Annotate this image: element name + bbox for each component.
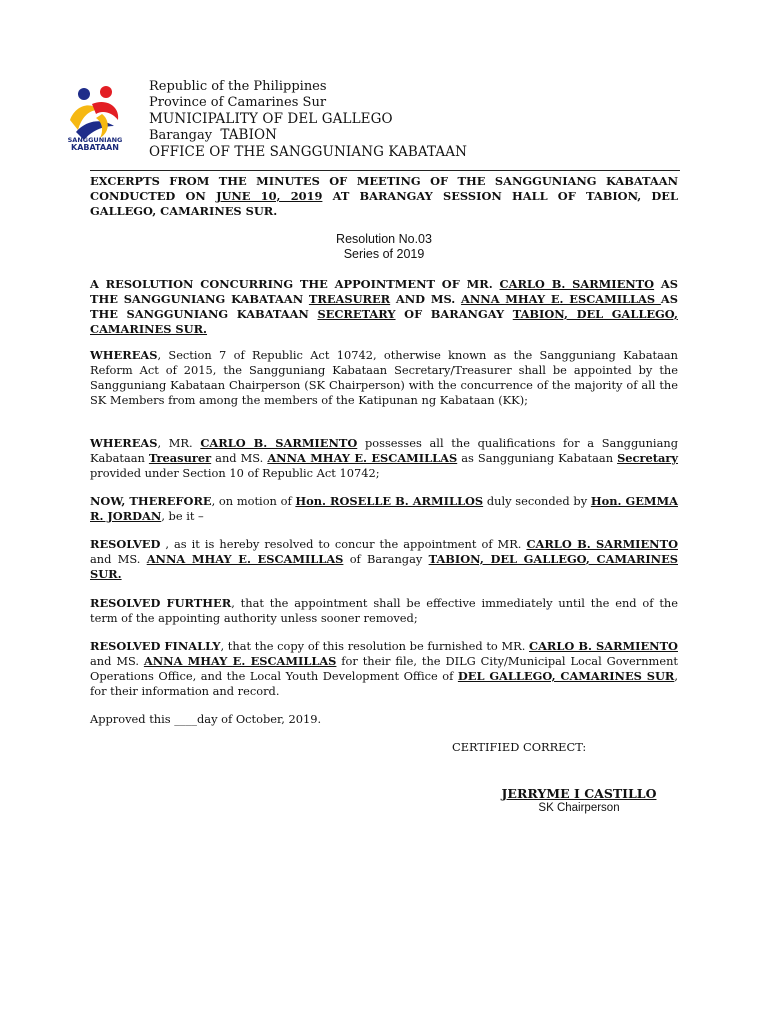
resolved-name1: CARLO B. SARMIENTO [526,537,678,551]
whereas-2-role2: Secretary [617,451,678,465]
title-role1: TREASURER [308,292,391,306]
resolved-name2: ANNA MHAY E. ESCAMILLAS [146,552,344,566]
title-t5: OF BARANGAY [395,307,513,321]
title-t4: AS THE SANGGUNIANG KABATAAN [90,292,678,321]
logo-caption [62,137,128,151]
whereas-2-t4: as Sangguniang Kabataan [457,451,618,465]
signatory-block [472,786,686,816]
office-line: OFFICE OF THE SANGGUNIANG KABATAAN [149,144,467,160]
resolved-finally-t1: , that the copy of this resolution be furnished to MR. [220,639,530,653]
resolved-t1: , as it is hereby resolved to concur the appointment of MR. [160,537,527,551]
signatory-name: JERRYME I CASTILLO [501,786,657,801]
excerpts-part1: EXCERPTS FROM THE MINUTES OF MEETING OF THE SANGGUNIANG KABATAAN CONDUCTED ON [90,174,678,203]
resolved-t3: of Barangay [343,552,429,566]
resolved-finally-name1: CARLO B. SARMIENTO [529,639,678,653]
header-divider [90,170,680,171]
resolved-place: TABION, DEL GALLEGO, CAMARINES SUR. [90,552,678,581]
barangay-label: Barangay [149,128,213,143]
whereas-2-t2: possesses all the qualifications for a Sangguniang Kabataan [90,436,678,465]
whereas-2-label: WHEREAS [90,436,158,450]
barangay-name: TABION [220,127,278,143]
title-t2: AS THE SANGGUNIANG KABATAAN [90,277,678,306]
municipality-line: MUNICIPALITY OF DEL GALLEGO [149,111,393,127]
whereas-2-t3: and MS. [211,451,268,465]
signatory-title: SK Chairperson [538,802,620,814]
barangay-line [149,127,467,144]
resolution-number-block [90,232,678,262]
resolution-title [90,277,678,337]
letterhead [149,79,467,160]
resolved-finally-label: RESOLVED FINALLY [90,639,221,653]
whereas-1-text: , Section 7 of Republic Act 10742, otherwise known as the Sangguniang Kabataan Reform Act of 2015, the Sangguniang Kabataan Secretary/Treasurer shall be appointed by the Sangguniang Kabataan Chairperson (SK Chairperson) with the concurrence of the majority of all the SK Members from among the members of the Katipunan ng Kabataan (KK); [90,348,678,407]
whereas-clause-1 [90,348,678,408]
now-therefore-t2: duly seconded by [483,494,591,508]
republic-line: Republic of the Philippines [149,79,327,94]
seconder-name: Hon. GEMMA R. JORDAN [90,494,678,523]
title-t1: A RESOLUTION CONCURRING THE APPOINTMENT OF MR. [90,277,500,291]
resolved-t2: and MS. [90,552,147,566]
now-therefore-label: NOW, THEREFORE [90,494,212,508]
logo-caption-line1: SANGGUNIANG [67,136,123,144]
resolved-finally-name2: ANNA MHAY E. ESCAMILLAS [143,654,337,668]
resolved-further-text: , that the appointment shall be effective immediately until the end of the term of the appointing authority unless sooner removed; [90,596,678,625]
whereas-clause-2 [90,436,678,481]
whereas-2-role1: Treasurer [148,451,212,465]
resolution-series: Series of 2019 [343,247,425,261]
resolved-finally-t3: for their file, the DILG City/Municipal Local Government Operations Office, and the Local Youth Development Office of [90,654,678,683]
whereas-2-t1: , MR. [157,436,201,450]
resolution-number: Resolution No.03 [336,232,432,246]
mover-name: Hon. ROSELLE B. ARMILLOS [295,494,484,508]
now-therefore-t3: , be it – [161,509,204,523]
approved-line: Approved this ____day of October, 2019. [90,712,322,726]
whereas-2-name1: CARLO B. SARMIENTO [200,436,358,450]
resolved-further-label: RESOLVED FURTHER [90,596,232,610]
title-place: TABION, DEL GALLEGO, CAMARINES SUR. [90,307,678,336]
certified-correct-label: CERTIFIED CORRECT: [452,740,587,754]
title-name1: CARLO B. SARMIENTO [499,277,655,291]
title-role2: SECRETARY [317,307,396,321]
whereas-1-label: WHEREAS [90,348,158,362]
whereas-2-name2: ANNA MHAY E. ESCAMILLAS [267,451,458,465]
resolved-finally-place: DEL GALLEGO, CAMARINES SUR [457,669,675,683]
resolved-finally-clause [90,639,678,699]
resolved-label: RESOLVED [90,537,161,551]
excerpts-heading [90,174,678,219]
title-t3: AND MS. [390,292,462,306]
meeting-date: JUNE 10, 2019 [216,189,323,203]
resolved-clause [90,537,678,582]
whereas-2-t5: provided under Section 10 of Republic Act 10742; [90,466,380,480]
resolved-finally-t4: , for their information and record. [90,669,678,698]
now-therefore-t1: , on motion of [211,494,296,508]
logo-caption-line2: KABATAAN [71,143,119,152]
resolved-finally-t2: and MS. [90,654,144,668]
now-therefore-clause [90,494,678,524]
title-name2: ANNA MHAY E. ESCAMILLAS [461,292,661,306]
excerpts-part2: AT BARANGAY SESSION HALL OF TABION, DEL GALLEGO, CAMARINES SUR. [90,189,679,218]
province-line: Province of Camarines Sur [149,95,327,110]
resolved-further-clause [90,596,678,626]
